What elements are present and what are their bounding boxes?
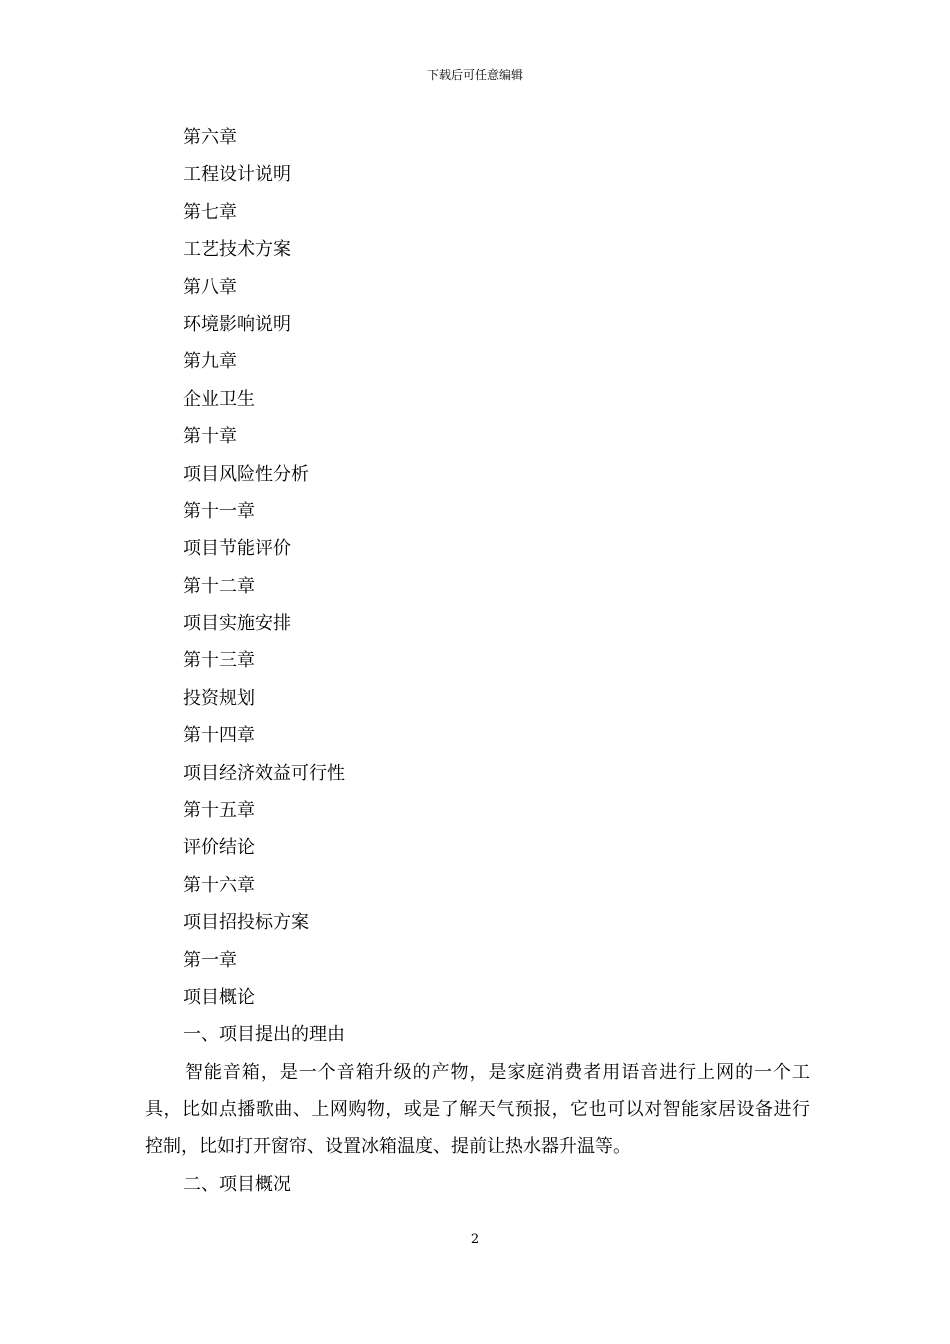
toc-chapter-1: 第一章 xyxy=(183,949,237,971)
body-paragraph-smart-speaker: 智能音箱，是一个音箱升级的产物，是家庭消费者用语音进行上网的一个工具，比如点播歌曲、上网购物，或是了解天气预报，它也可以对智能家居设备进行控制，比如打开窗帘、设置冰箱温度、提前让热水器升温等。 xyxy=(145,1062,810,1157)
toc-title-engineering-design: 工程设计说明 xyxy=(183,164,291,186)
toc-title-project-overview: 项目概论 xyxy=(183,986,255,1008)
body-section-2 xyxy=(145,1171,810,1199)
section-heading-overview: 二、项目概况 xyxy=(183,1174,291,1195)
toc-chapter-16: 第十六章 xyxy=(183,874,255,896)
toc-title-investment-plan: 投资规划 xyxy=(183,687,255,709)
toc-chapter-14: 第十四章 xyxy=(183,725,255,747)
toc-title-bidding-plan: 项目招投标方案 xyxy=(183,912,309,934)
toc-chapter-11: 第十一章 xyxy=(183,500,255,522)
section-heading-reasons: 一、项目提出的理由 xyxy=(183,1024,345,1045)
toc-title-conclusion: 评价结论 xyxy=(183,837,255,859)
toc-chapter-8: 第八章 xyxy=(183,276,237,298)
body-paragraph-container xyxy=(145,1054,810,1165)
page-header: 下载后可任意编辑 xyxy=(426,68,523,82)
toc-title-risk-analysis: 项目风险性分析 xyxy=(183,463,309,485)
toc-chapter-9: 第九章 xyxy=(183,351,237,373)
toc-title-process-technology: 工艺技术方案 xyxy=(183,239,291,261)
toc-chapter-15: 第十五章 xyxy=(183,800,255,822)
table-of-contents xyxy=(183,124,823,1021)
toc-title-environmental-impact: 环境影响说明 xyxy=(183,313,291,335)
toc-title-enterprise-hygiene: 企业卫生 xyxy=(183,388,255,410)
body-section-1 xyxy=(145,1021,810,1049)
toc-chapter-13: 第十三章 xyxy=(183,650,255,672)
toc-chapter-6: 第六章 xyxy=(183,127,237,148)
page-number: 2 xyxy=(470,1232,480,1247)
toc-chapter-10: 第十章 xyxy=(183,426,237,448)
toc-title-implementation-plan: 项目实施安排 xyxy=(183,613,291,635)
toc-title-energy-evaluation: 项目节能评价 xyxy=(183,538,291,560)
toc-chapter-12: 第十二章 xyxy=(183,575,255,597)
toc-chapter-7: 第七章 xyxy=(183,201,237,223)
toc-title-economic-feasibility: 项目经济效益可行性 xyxy=(183,762,345,784)
